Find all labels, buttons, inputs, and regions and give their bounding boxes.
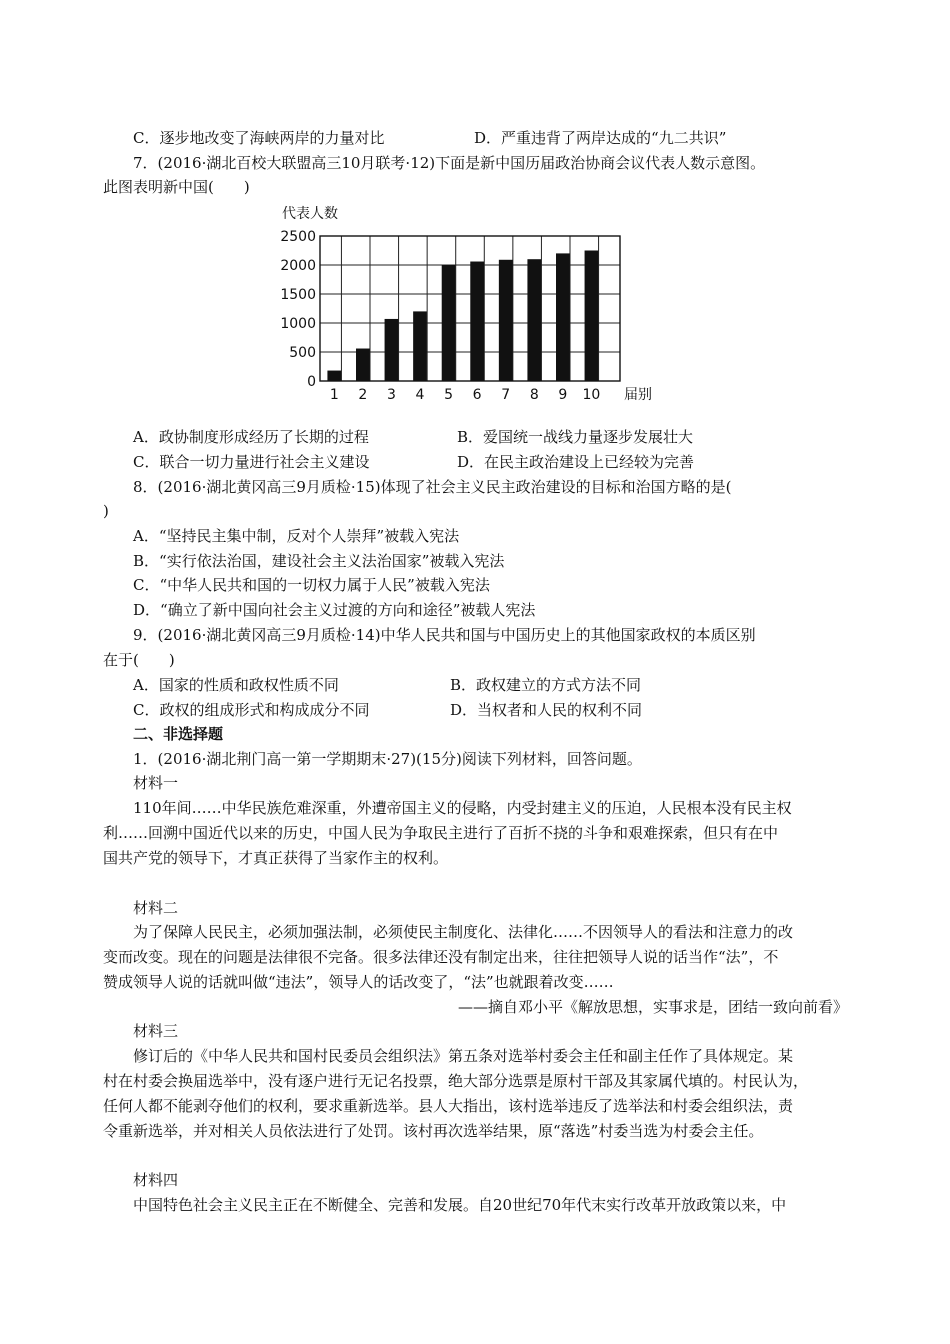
- chart-ytick-label: 500: [289, 345, 316, 361]
- q7-option-c: C．联合一切力量进行社会主义建设: [133, 453, 370, 471]
- chart-bar-6: [470, 262, 484, 381]
- q7-option-b: B．爱国统一战线力量逐步发展壮大: [457, 428, 694, 446]
- chart-xtick-label: 10: [582, 387, 601, 403]
- section-title: 二、非选择题: [133, 725, 224, 743]
- q7-option-d: D．在民主政治建设上已经较为完善: [457, 453, 695, 471]
- material4-line1: 中国特色社会主义民主正在不断健全、完善和发展。自20世纪70年代末实行改革开放政策以来，中: [133, 1196, 787, 1214]
- chart-xtick-label: 4: [415, 387, 425, 403]
- q9-option-a: A．国家的性质和政权性质不同: [133, 676, 339, 694]
- q9-stem-line2: 在于( ): [103, 651, 175, 669]
- chart-xtick-label: 1: [329, 387, 339, 403]
- section2-q1-stem: 1．(2016·湖北荆门高一第一学期期末·27)(15分)阅读下列材料，回答问题。: [133, 750, 642, 768]
- material2-line3: 赞成领导人说的话就叫做“违法”，领导人的话改变了，“法”也就跟着改变……: [103, 973, 614, 991]
- chart-ytick-label: 1500: [280, 287, 316, 303]
- q8-stem-line1: 8．(2016·湖北黄冈高三9月质检·15)体现了社会主义民主政治建设的目标和治国方略的是(: [133, 478, 732, 496]
- q8-option-b: B．“实行依法治国，建设社会主义法治国家”被载入宪法: [133, 552, 505, 570]
- q9-option-b: B．政权建立的方式方法不同: [450, 676, 642, 694]
- material3-line1: 修订后的《中华人民共和国村民委员会组织法》第五条对选举村委会主任和副主任作了具体规定。某: [133, 1047, 794, 1065]
- chart-bar-4: [413, 311, 427, 381]
- chart-bar-9: [556, 253, 570, 381]
- chart-ytick-label: 1000: [280, 316, 316, 332]
- q8-option-c: C．“中华人民共和国的一切权力属于人民”被载入宪法: [133, 576, 490, 594]
- material2-title: 材料二: [133, 899, 179, 917]
- material1-line1: 110年间……中华民族危难深重，外遭帝国主义的侵略，内受封建主义的压迫，人民根本没有民主权: [133, 799, 792, 817]
- material1-line2: 利……回溯中国近代以来的历史，中国人民为争取民主进行了百折不挠的斗争和艰难探索，但只有在中: [103, 824, 779, 842]
- chart-bar-1: [327, 371, 341, 381]
- q9-option-c: C．政权的组成形式和构成成分不同: [133, 701, 370, 719]
- material4-title: 材料四: [133, 1171, 179, 1189]
- chart-xtick-label: 2: [358, 387, 368, 403]
- chart-bar-7: [499, 260, 513, 381]
- chart-bar-8: [527, 259, 541, 381]
- chart-xtick-label: 6: [472, 387, 482, 403]
- chart-xtick-label: 7: [501, 387, 511, 403]
- q7-stem-line1: 7．(2016·湖北百校大联盟高三10月联考·12)下面是新中国历届政治协商会议代表人数示意图。: [133, 154, 766, 172]
- q8-option-a: A．“坚持民主集中制，反对个人崇拜”被载入宪法: [133, 527, 460, 545]
- chart-xtick-label: 8: [529, 387, 539, 403]
- material2-source: ——摘自邓小平《解放思想，实事求是，团结一致向前看》: [457, 998, 848, 1016]
- material1-line3: 国共产党的领导下，才真正获得了当家作主的权利。: [103, 849, 449, 867]
- chart-xtick-label: 3: [386, 387, 396, 403]
- q7-stem-line2: 此图表明新中国( ): [103, 178, 250, 196]
- q8-option-d: D．“确立了新中国向社会主义过渡的方向和途径”被载人宪法: [133, 601, 536, 619]
- chart-bar-5: [442, 265, 456, 381]
- material2-line1: 为了保障人民民主，必须加强法制，必须使民主制度化、法律化……不因领导人的看法和注意力的改: [133, 923, 794, 941]
- q7-option-a: A．政协制度形成经历了长期的过程: [133, 428, 369, 446]
- q9-option-d: D．当权者和人民的权利不同: [450, 701, 643, 719]
- chart-xtick-label: 9: [558, 387, 568, 403]
- chart-xtick-label: 5: [444, 387, 454, 403]
- material3-line3: 任何人都不能剥夺他们的权利，要求重新选举。县人大指出，该村选举违反了选举法和村委会组织法，责: [103, 1097, 794, 1115]
- material2-line2: 变而改变。现在的问题是法律很不完备。很多法律还没有制定出来，往往把领导人说的话当作“法”，不: [103, 948, 779, 966]
- q6-option-d: D．严重违背了两岸达成的“九二共识”: [474, 129, 727, 147]
- chart-ytick-label: 2000: [280, 258, 316, 274]
- chart-ytick-label: 2500: [280, 229, 316, 245]
- chart-bar-3: [385, 319, 399, 381]
- material1-title: 材料一: [133, 774, 179, 792]
- chart-ylabel: 代表人数: [282, 206, 338, 222]
- chart-bar-10: [585, 251, 599, 382]
- chart-bar-2: [356, 349, 370, 381]
- q8-stem-line2: ): [103, 502, 109, 520]
- chart-xlabel: 届别: [624, 387, 652, 403]
- q9-stem-line1: 9．(2016·湖北黄冈高三9月质检·14)中华人民共和国与中国历史上的其他国家政权的本质区别: [133, 626, 756, 644]
- q6-option-c: C．逐步地改变了海峡两岸的力量对比: [133, 129, 385, 147]
- delegate-bar-chart: [262, 200, 682, 410]
- chart-ytick-label: 0: [307, 374, 316, 390]
- material3-title: 材料三: [133, 1022, 179, 1040]
- material3-line4: 令重新选举，并对相关人员依法进行了处罚。该村再次选举结果，原“落选”村委当选为村委会主任。: [103, 1122, 764, 1140]
- material3-line2: 村在村委会换届选举中，没有逐户进行无记名投票，绝大部分选票是原村干部及其家属代填的。村民认为，: [103, 1072, 809, 1090]
